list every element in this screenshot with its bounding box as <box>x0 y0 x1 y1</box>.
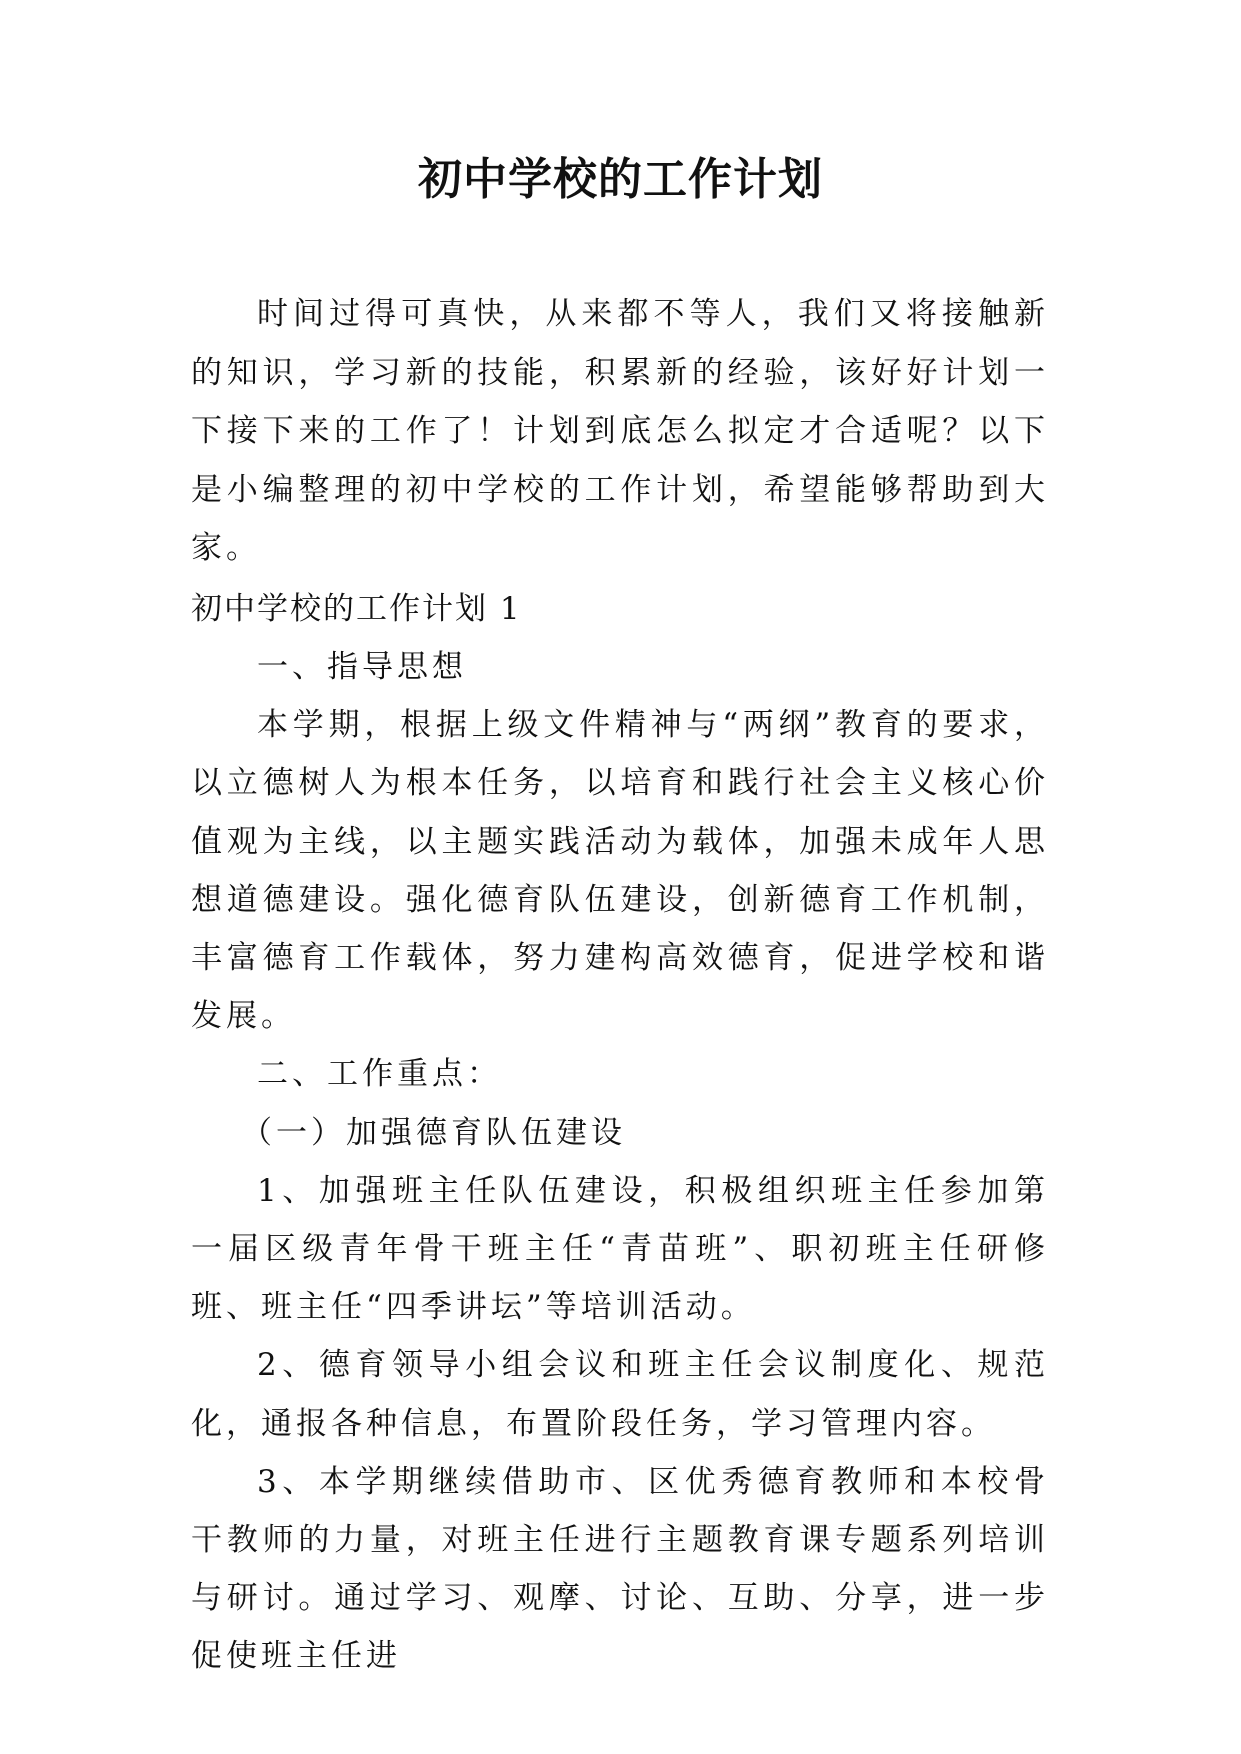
paragraph-guiding-ideology: 本学期，根据上级文件精神与“两纲”教育的要求，以立德树人为根本任务，以培育和践行社会主义核心价值观为主线，以主题实践活动为载体，加强未成年人思想道德建设。强化德育队伍建设，创新德育工作机制，丰富德育工作载体，努力建构高效德育，促进学校和谐发展。 <box>191 707 1049 1035</box>
subheading-team-building: （一）加强德育队伍建设 <box>241 1114 626 1151</box>
list-item-2: 2、德育领导小组会议和班主任会议制度化、规范化，通报各种信息，布置阶段任务，学习管理内容。 <box>191 1347 1049 1442</box>
list-item-1: 1、加强班主任队伍建设，积极组织班主任参加第一届区级青年骨干班主任“青苗班”、职初班主任研修班、班主任“四季讲坛”等培训活动。 <box>191 1172 1049 1326</box>
heading-work-focus: 二、工作重点： <box>257 1056 502 1093</box>
intro-paragraph: 时间过得可真快，从来都不等人，我们又将接触新的知识，学习新的技能，积累新的经验，该好好计划一下接下来的工作了！计划到底怎么拟定才合适呢？以下是小编整理的初中学校的工作计划，希望能够帮助到大家。 <box>191 296 1049 566</box>
list-item-3: 3、本学期继续借助市、区优秀德育教师和本校骨干教师的力量，对班主任进行主题教育课专题系列培训与研讨。通过学习、观摩、讨论、互助、分享，进一步促使班主任进 <box>191 1463 1049 1675</box>
heading-guiding-ideology: 一、指导思想 <box>257 649 467 685</box>
section-title: 初中学校的工作计划 1 <box>191 591 522 627</box>
document-title: 初中学校的工作计划 <box>418 154 823 205</box>
section-content <box>191 638 1049 1686</box>
